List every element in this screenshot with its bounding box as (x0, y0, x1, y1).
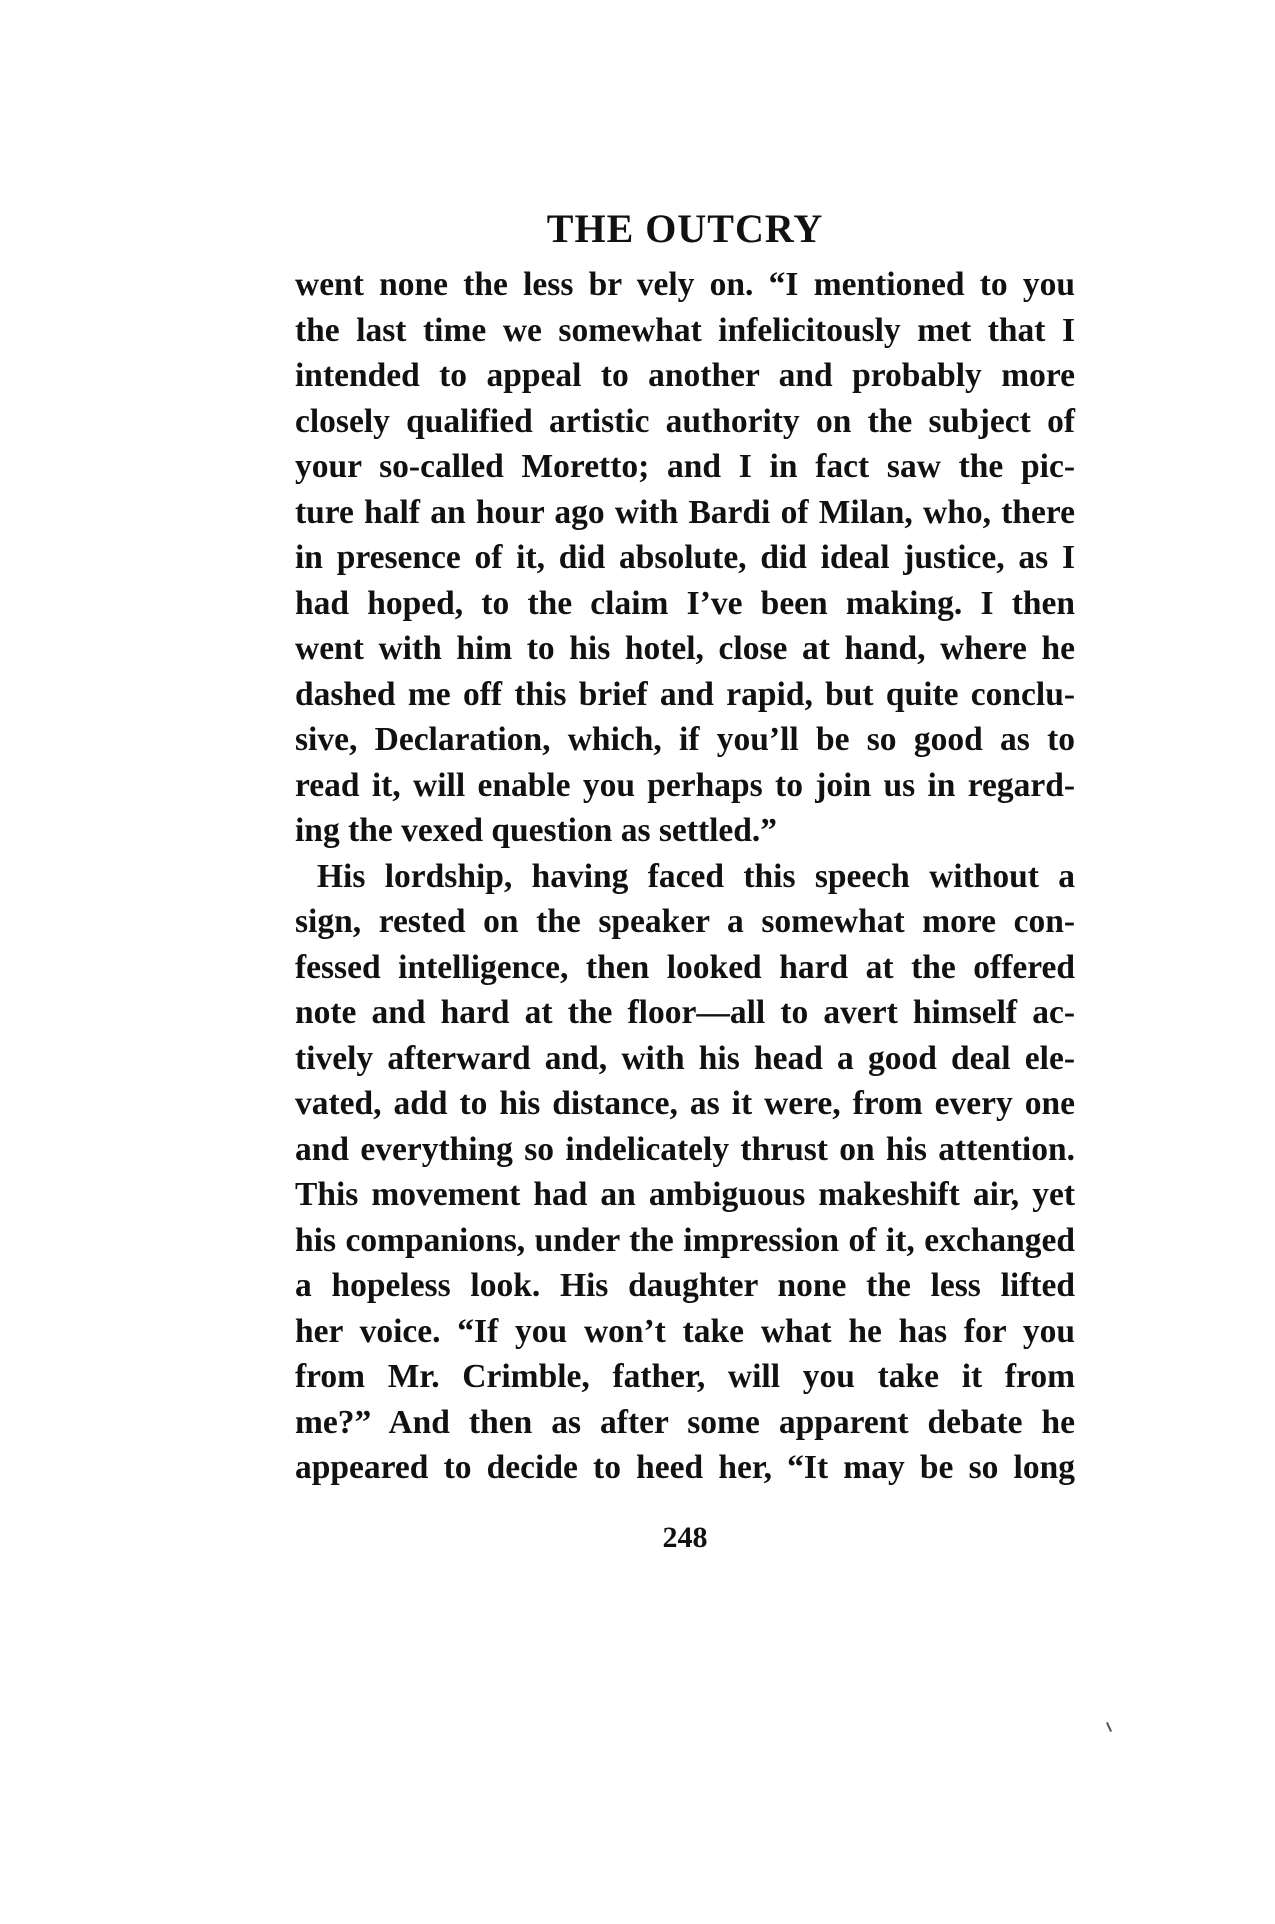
text-line: the last time we somewhat infelicitously met that I (295, 311, 1075, 349)
paragraph-end-line: ing the vexed question as settled.” (295, 812, 778, 849)
text-line: his companions, under the impression of it, exchanged (295, 1221, 1075, 1259)
text-line: This movement had an ambiguous makeshift air, yet (295, 1176, 1075, 1213)
page-number: 248 (662, 1521, 708, 1554)
text-line: sign, rested on the speaker a somewhat more con- (295, 903, 1075, 940)
text-line: went none the less br vely on. “I mentioned to you (295, 266, 1075, 303)
text-line: vated, add to his distance, as it were, from every one (295, 1085, 1075, 1122)
text-line: appeared to decide to heed her, “It may be so long (295, 1449, 1075, 1486)
text-line: and everything so indelicately thrust on his attention. (295, 1130, 1075, 1168)
text-line: went with him to his hotel, close at hand, where he (295, 630, 1075, 667)
text-line: from Mr. Crimble, father, will you take it from (295, 1358, 1075, 1395)
body-text (295, 262, 1075, 1491)
text-line: intended to appeal to another and probably more (295, 357, 1075, 394)
text-line: tively afterward and, with his head a good deal ele- (295, 1039, 1075, 1077)
text-line: ture half an hour ago with Bardi of Milan, who, there (295, 493, 1075, 531)
text-line: your so-called Moretto; and I in fact saw the pic- (295, 448, 1075, 485)
text-line: note and hard at the floor—all to avert himself ac- (295, 994, 1075, 1031)
paragraph-first-line: His lordship, having faced this speech without a (317, 857, 1075, 895)
text-line: fessed intelligence, then looked hard at the offered (295, 948, 1075, 986)
text-line: read it, will enable you perhaps to join us in regard- (295, 766, 1075, 804)
text-line: sive, Declaration, which, if you’ll be so good as to (295, 721, 1075, 758)
text-line: dashed me off this brief and rapid, but quite conclu- (295, 675, 1075, 713)
running-head: THE OUTCRY (546, 206, 824, 251)
text-line: had hoped, to the claim I’ve been making. I then (295, 584, 1075, 622)
text-line: closely qualified artistic authority on the subject of (295, 402, 1075, 440)
text-line: her voice. “If you won’t take what he has for you (295, 1312, 1075, 1350)
scan-speck (1106, 1722, 1112, 1732)
text-line: in presence of it, did absolute, did ideal justice, as I (295, 539, 1075, 576)
text-line: a hopeless look. His daughter none the less lifted (295, 1267, 1075, 1304)
text-line: me?” And then as after some apparent debate he (295, 1403, 1075, 1441)
